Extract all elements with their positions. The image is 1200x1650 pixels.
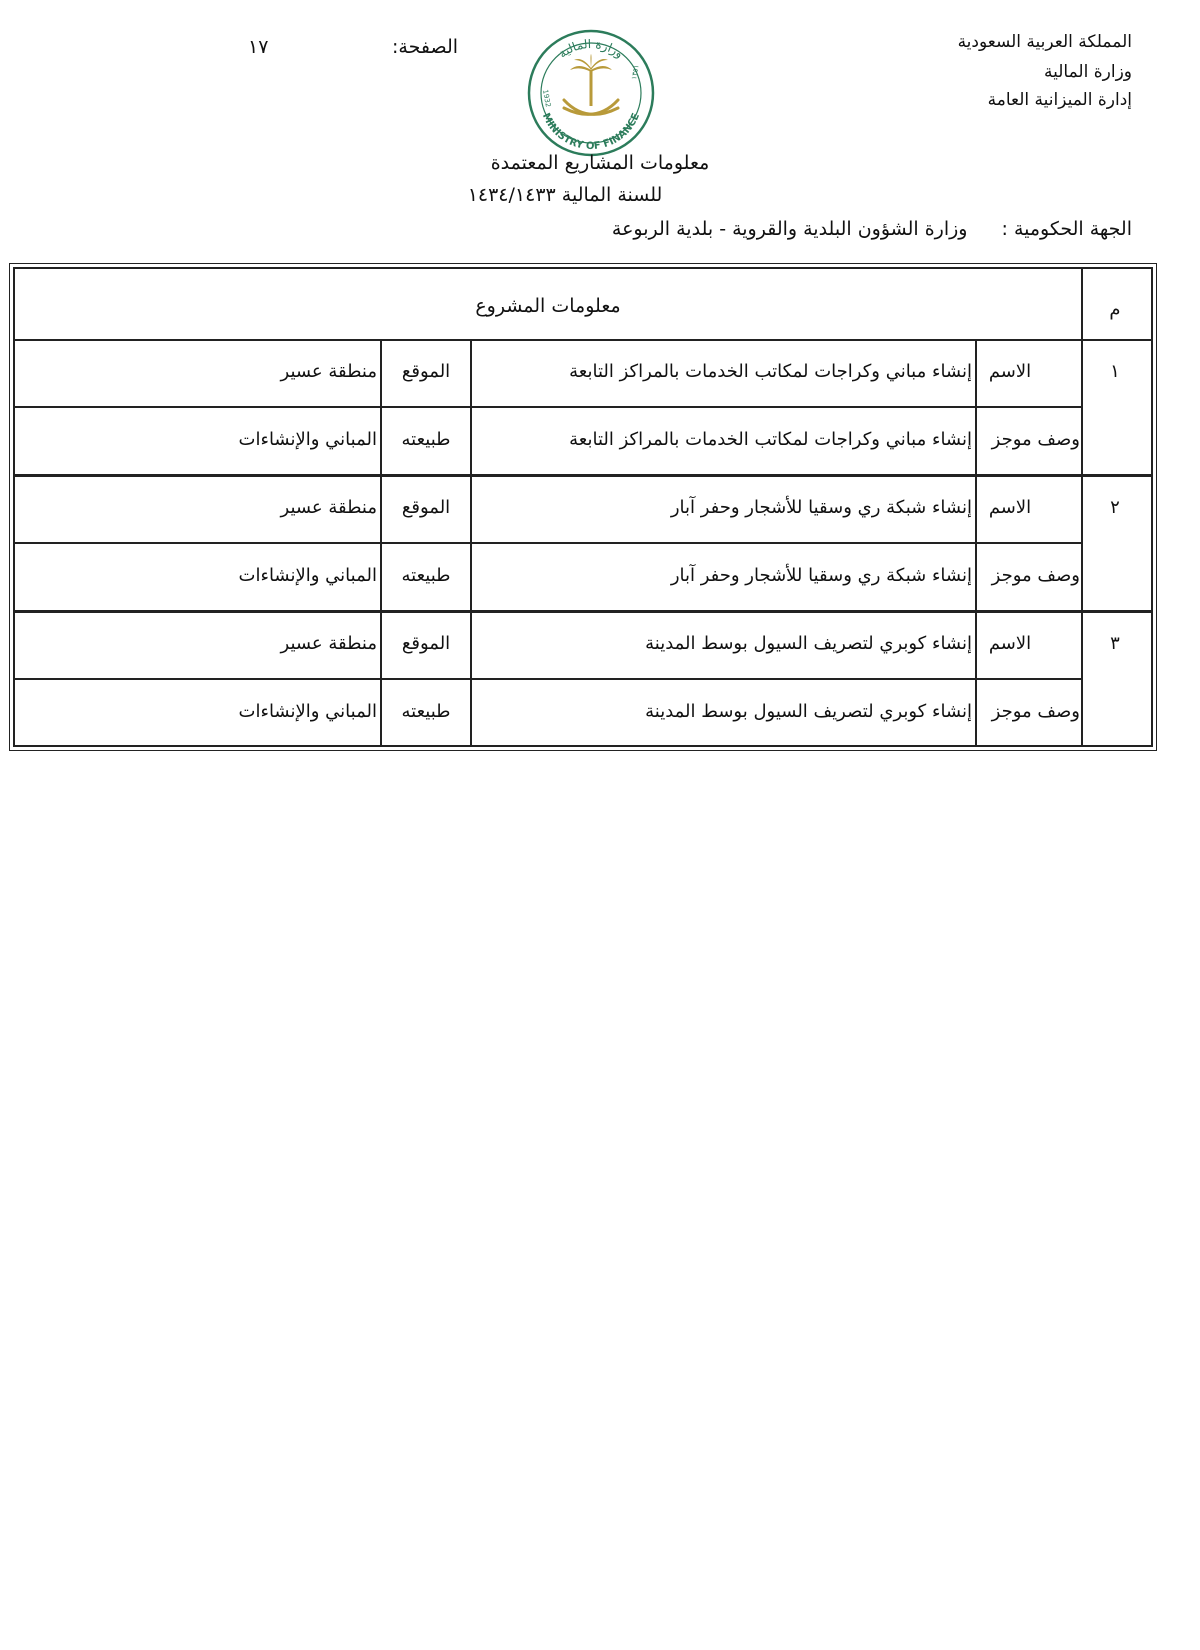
row-1-description: إنشاء مباني وكراجات لمكاتب الخدمات بالمراكز التابعة — [569, 429, 972, 450]
row-2-name-label: الاسم — [988, 497, 1032, 518]
row-3-nature: المباني والإنشاءات — [238, 701, 377, 722]
row-1-nature: المباني والإنشاءات — [238, 429, 377, 450]
entity-value: وزارة الشؤون البلدية والقروية - بلدية الربوعة — [611, 218, 968, 240]
row-1-location: منطقة عسير — [280, 361, 377, 382]
department-name: إدارة الميزانية العامة — [987, 90, 1132, 110]
government-entity — [612, 218, 1132, 240]
svg-text:MINISTRY OF FINANCE — [540, 111, 642, 152]
row-3-number: ٣ — [1110, 633, 1120, 654]
palm-tree-icon — [570, 54, 612, 106]
ministry-name: وزارة المالية — [1044, 62, 1132, 82]
row-2-description: إنشاء شبكة ري وسقيا للأشجار وحفر آبار — [670, 565, 972, 586]
row-3-description: إنشاء كوبري لتصريف السيول بوسط المدينة — [645, 701, 972, 722]
kingdom-name: المملكة العربية السعودية — [957, 32, 1132, 52]
row-2-nature-label: طبيعته — [401, 565, 451, 586]
seal-year-left: 1932 — [541, 88, 553, 108]
row-2-location: منطقة عسير — [280, 497, 377, 518]
row-3-name-label: الاسم — [988, 633, 1032, 654]
row-3-nature-label: طبيعته — [401, 701, 451, 722]
entity-label: الجهة الحكومية : — [1001, 218, 1132, 240]
header-project-info: معلومات المشروع — [475, 295, 621, 317]
ministry-seal-logo — [526, 28, 656, 158]
row-2-nature: المباني والإنشاءات — [238, 565, 377, 586]
row-1-location-label: الموقع — [401, 361, 451, 382]
row-1-name-label: الاسم — [988, 361, 1032, 382]
row-3-location: منطقة عسير — [280, 633, 377, 654]
page-label: الصفحة: — [392, 36, 459, 58]
page-number: ١٧ — [248, 36, 269, 58]
row-2-description-label: وصف موجز — [991, 565, 1080, 586]
row-1-number: ١ — [1110, 361, 1120, 382]
seal-bottom-text: MINISTRY OF FINANCE — [539, 111, 643, 153]
projects-table — [9, 263, 1157, 751]
row-1-name: إنشاء مباني وكراجات لمكاتب الخدمات بالمراكز التابعة — [569, 361, 972, 382]
row-2-location-label: الموقع — [401, 497, 451, 518]
seal-top-text: وزارة المالية — [555, 36, 627, 61]
row-2-number: ٢ — [1110, 497, 1120, 518]
row-3-description-label: وصف موجز — [991, 701, 1080, 722]
row-3-name: إنشاء كوبري لتصريف السيول بوسط المدينة — [645, 633, 972, 654]
seal-year-right: ١٣٥١ — [630, 64, 641, 81]
row-1-description-label: وصف موجز — [991, 429, 1080, 450]
row-2-name: إنشاء شبكة ري وسقيا للأشجار وحفر آبار — [670, 497, 972, 518]
document-title: معلومات المشاريع المعتمدة — [490, 152, 710, 174]
row-1-nature-label: طبيعته — [401, 429, 451, 450]
row-3-location-label: الموقع — [401, 633, 451, 654]
header-number: م — [1109, 299, 1121, 320]
fiscal-year: للسنة المالية ١٤٣٤/١٤٣٣ — [467, 184, 663, 206]
